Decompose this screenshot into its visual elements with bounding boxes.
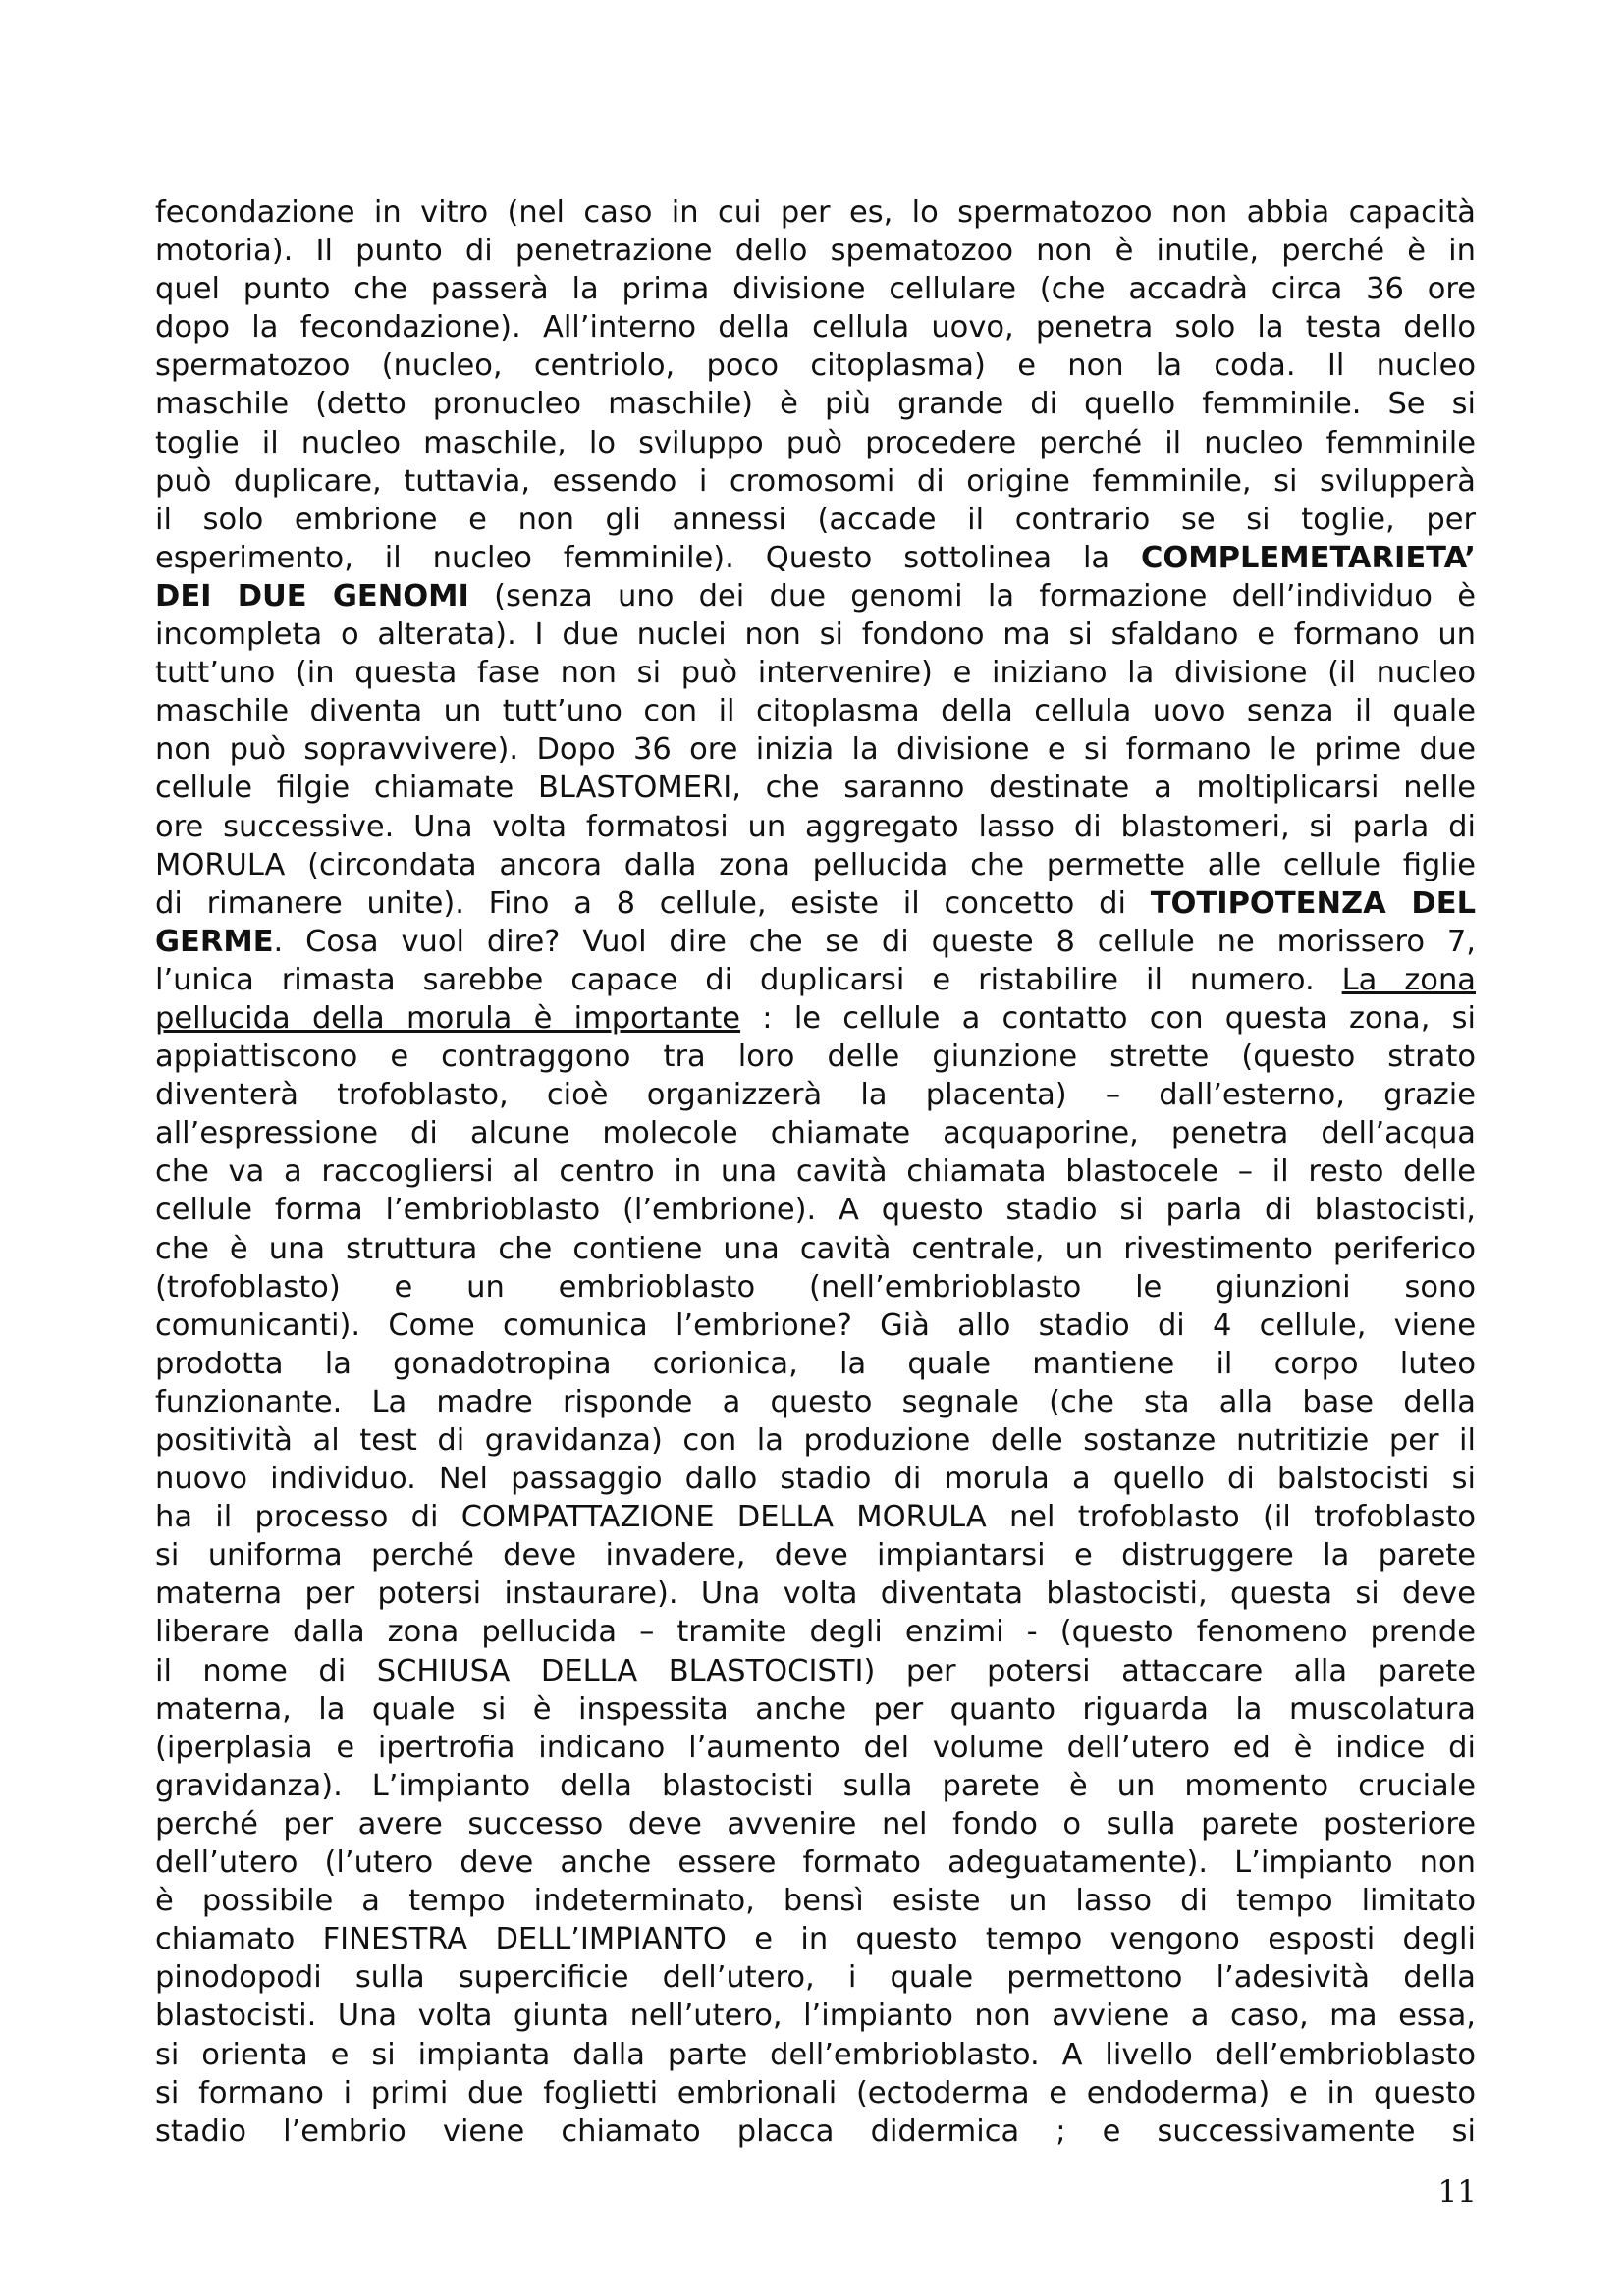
text-segment: funzionante. La madre risponde a questo segnale (che sta alla base della [155, 1384, 1476, 1419]
text-segment: all’espressione di alcune molecole chiamate acquaporine, penetra dell’acqua [155, 1116, 1476, 1151]
text-line [155, 1383, 1476, 1421]
text-line [155, 1076, 1476, 1114]
text-line [155, 846, 1476, 884]
text-line [155, 1536, 1476, 1575]
text-line [155, 270, 1476, 308]
text-segment: perché per avere successo deve avvenire nel fondo o sulla parete posteriore [155, 1806, 1476, 1842]
body-text [155, 193, 1476, 2151]
text-segment: tutt’uno (in questa fase non si può intervenire) e iniziano la divisione (il nucleo [155, 656, 1476, 691]
text-line [155, 1882, 1476, 1920]
text-line [155, 1038, 1476, 1076]
text-line [155, 615, 1476, 654]
page-number: 11 [1437, 2174, 1477, 2210]
text-segment: maschile (detto pronucleo maschile) è più grande di quello femminile. Se si [155, 387, 1476, 422]
text-segment: si uniforma perché deve invadere, deve impiantarsi e distruggere la parete [155, 1538, 1476, 1574]
text-line [155, 1805, 1476, 1843]
text-line [155, 1230, 1476, 1268]
text-segment: di rimanere unite). Fino a 8 cellule, esiste il concetto di [155, 885, 1151, 921]
text-segment: ha il processo di COMPATTAZIONE DELLA MORULA nel trofoblasto (il trofoblasto [155, 1500, 1476, 1535]
text-line [155, 308, 1476, 347]
text-line [155, 193, 1476, 232]
text-segment: esperimento, il nucleo femminile). Questo sottolinea la [155, 540, 1141, 575]
text-line [155, 769, 1476, 807]
text-segment: fecondazione in vitro (nel caso in cui per es, lo spermatozoo non abbia capacità [155, 195, 1476, 230]
text-segment: liberare dalla zona pellucida – tramite degli enzimi - (questo fenomeno prende [155, 1615, 1476, 1650]
text-segment: positività al test di gravidanza) con la produzione delle sostanze nutritizie per il [155, 1423, 1476, 1458]
text-segment: appiattiscono e contraggono tra loro delle giunzione strette (questo strato [155, 1040, 1476, 1075]
text-segment: che è una struttura che contiene una cavità centrale, un rivestimento periferico [155, 1231, 1476, 1266]
text-line [155, 1345, 1476, 1383]
text-line [155, 1613, 1476, 1651]
bold-text: COMPLEMETARIETA’ [1140, 540, 1476, 575]
text-segment: dell’utero (l’utero deve anche essere formato adeguatamente). L’impianto non [155, 1845, 1476, 1881]
text-segment: blastocisti. Una volta giunta nell’utero, l’impianto non avviene a caso, ma essa, [155, 1999, 1476, 2034]
text-segment: cellule forma l’embrioblasto (l’embrione). A questo stadio si parla di blastocisti, [155, 1193, 1476, 1228]
text-line [155, 539, 1476, 577]
text-line [155, 347, 1476, 385]
text-segment: : le cellule a contatto con questa zona, si [740, 1000, 1476, 1036]
text-segment: può duplicare, tuttavia, essendo i cromosomi di origine femminile, si svilupperà [155, 463, 1476, 499]
text-line [155, 884, 1476, 923]
text-segment: stadio l’embrio viene chiamato placca didermica ; e successivamente si [155, 2113, 1476, 2149]
text-segment: si orienta e si impianta dalla parte dell’embrioblasto. A livello dell’embrioblasto [155, 2037, 1476, 2072]
text-line [155, 385, 1476, 423]
text-segment: materna per potersi instaurare). Una volta diventata blastocisti, questa si deve [155, 1576, 1476, 1612]
bold-text: TOTIPOTENZA DEL [1150, 885, 1476, 921]
text-segment: il nome di SCHIUSA DELLA BLASTOCISTI) per potersi attaccare alla parete [155, 1653, 1476, 1688]
text-line [155, 999, 1476, 1038]
text-line [155, 1575, 1476, 1613]
text-line [155, 1421, 1476, 1460]
text-segment: chiamato FINESTRA DELL’IMPIANTO e in questo tempo vengono esposti degli [155, 1922, 1476, 1957]
text-segment: comunicanti). Come comunica l’embrione? Già allo stadio di 4 cellule, viene [155, 1308, 1476, 1343]
text-segment: quel punto che passerà la prima divisione cellulare (che accadrà circa 36 ore [155, 272, 1476, 307]
text-line [155, 1152, 1476, 1191]
text-segment: ore successive. Una volta formatosi un aggregato lasso di blastomeri, si parla di [155, 809, 1476, 844]
text-line [155, 232, 1476, 270]
text-line [155, 2036, 1476, 2074]
text-segment: spermatozoo (nucleo, centriolo, poco citoplasma) e non la coda. Il nucleo [155, 348, 1476, 384]
text-line [155, 1958, 1476, 1997]
text-segment: materna, la quale si è inspessita anche per quanto riguarda la muscolatura [155, 1691, 1476, 1727]
bold-text: DEI DUE GENOMI [155, 578, 469, 614]
text-segment: (senza uno dei due genomi la formazione dell’individuo è [468, 578, 1476, 614]
text-line [155, 1997, 1476, 2035]
text-segment: nuovo individuo. Nel passaggio dallo stadio di morula a quello di balstocisti si [155, 1462, 1476, 1497]
text-segment: incompleta o alterata). I due nuclei non si fondono ma si sfaldano e formano un [155, 617, 1476, 653]
text-line [155, 501, 1476, 539]
text-segment: diventerà trofoblasto, cioè organizzerà la placenta) – dall’esterno, grazie [155, 1078, 1476, 1113]
text-segment: motoria). Il punto di penetrazione dello spematozoo non è inutile, perché è in [155, 234, 1476, 269]
text-segment: pinodopodi sulla supercificie dell’utero, i quale permettono l’adesività della [155, 1960, 1476, 1996]
bold-text: GERME [155, 924, 274, 959]
text-segment: l’unica rimasta sarebbe capace di duplicarsi e ristabilire il numero. [155, 962, 1342, 997]
text-line [155, 1307, 1476, 1345]
underlined-text: pellucida della morula è importante [155, 1000, 741, 1036]
text-line [155, 1498, 1476, 1536]
text-line [155, 577, 1476, 615]
text-line [155, 1843, 1476, 1882]
text-segment: si formano i primi due foglietti embrionali (ectoderma e endoderma) e in questo [155, 2075, 1476, 2110]
text-line [155, 808, 1476, 846]
text-line [155, 1690, 1476, 1729]
underlined-text: La zona [1341, 962, 1476, 997]
text-line [155, 2074, 1476, 2112]
text-line [155, 692, 1476, 730]
text-segment: maschile diventa un tutt’uno con il citoplasma della cellula uovo senza il quale [155, 694, 1476, 729]
text-segment: . Cosa vuol dire? Vuol dire che se di queste 8 cellule ne morissero 7, [273, 924, 1476, 959]
text-line [155, 1652, 1476, 1690]
text-segment: non può sopravvivere). Dopo 36 ore inizia la divisione e si formano le prime due [155, 732, 1476, 768]
text-segment: (trofoblasto) e un embrioblasto (nell’embrioblasto le giunzioni sono [155, 1269, 1476, 1305]
text-line [155, 961, 1476, 999]
text-segment: che va a raccogliersi al centro in una cavità chiamata blastocele – il resto delle [155, 1154, 1476, 1190]
text-line [155, 1114, 1476, 1152]
text-line [155, 923, 1476, 961]
text-line [155, 1920, 1476, 1958]
text-segment: cellule filgie chiamate BLASTOMERI, che saranno destinate a moltiplicarsi nelle [155, 771, 1476, 806]
text-line [155, 730, 1476, 769]
text-line [155, 1729, 1476, 1767]
text-segment: il solo embrione e non gli annessi (accade il contrario se si toglie, per [155, 502, 1476, 537]
text-line [155, 2112, 1476, 2151]
text-line [155, 654, 1476, 692]
text-line [155, 1460, 1476, 1498]
text-segment: toglie il nucleo maschile, lo sviluppo può procedere perché il nucleo femminile [155, 425, 1476, 460]
text-segment: dopo la fecondazione). All’interno della cellula uovo, penetra solo la testa dello [155, 310, 1476, 346]
text-line [155, 424, 1476, 462]
text-line [155, 1767, 1476, 1805]
text-segment: prodotta la gonadotropina corionica, la quale mantiene il corpo luteo [155, 1346, 1476, 1381]
text-segment: MORULA (circondata ancora dalla zona pellucida che permette alle cellule figlie [155, 847, 1476, 882]
text-segment: è possibile a tempo indeterminato, bensì esiste un lasso di tempo limitato [155, 1884, 1476, 1919]
text-line [155, 1268, 1476, 1307]
text-segment: (iperplasia e ipertrofia indicano l’aumento del volume dell’utero ed è indice di [155, 1730, 1476, 1765]
text-segment: gravidanza). L’impianto della blastocisti sulla parete è un momento cruciale [155, 1768, 1476, 1803]
text-line [155, 462, 1476, 501]
text-line [155, 1191, 1476, 1229]
